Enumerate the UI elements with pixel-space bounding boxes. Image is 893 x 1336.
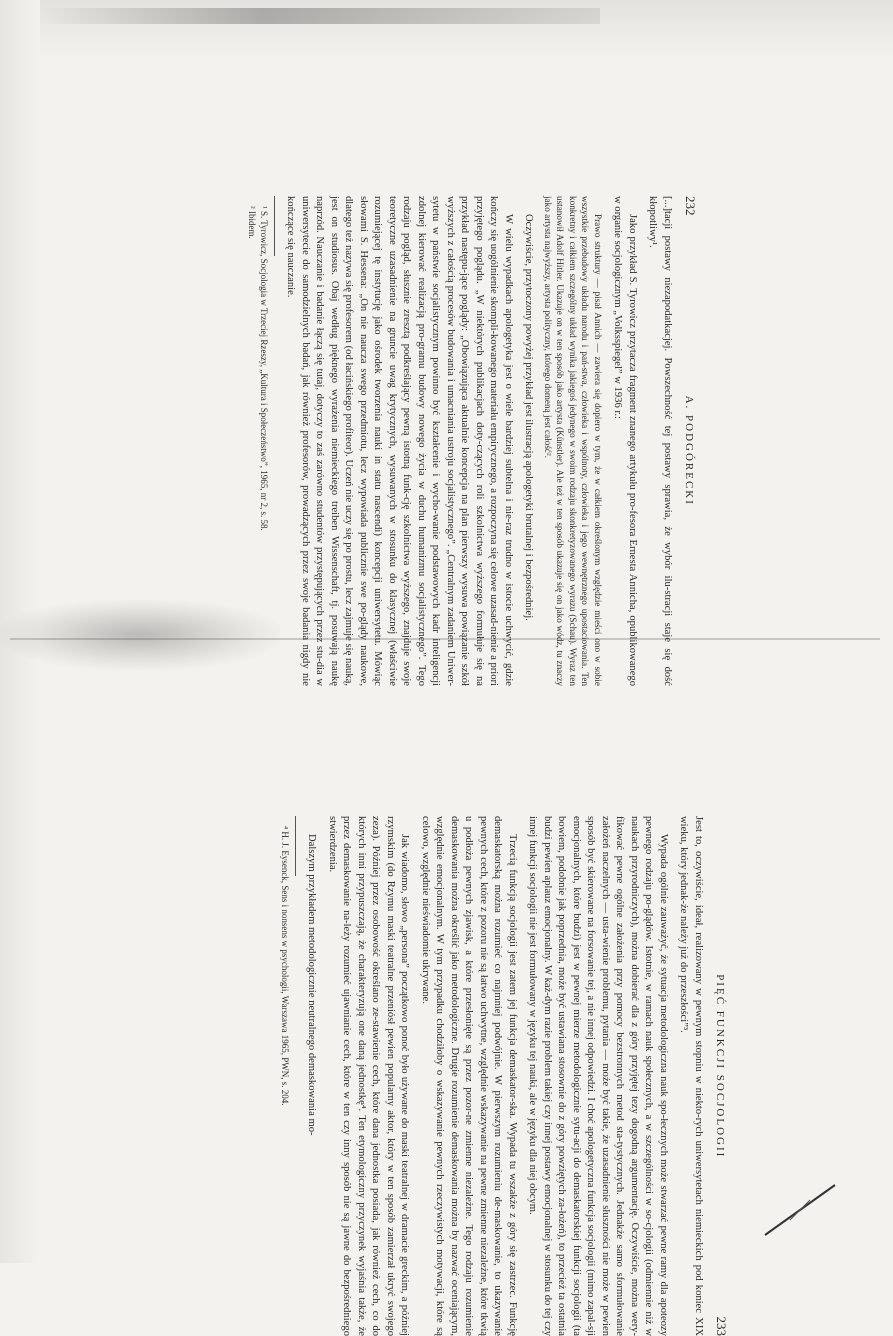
footnote-rule: [295, 816, 296, 876]
body-text: [283, 196, 674, 686]
paragraph: Jako przykład S. Tyrowicz przytacza fragment znanego artykułu pro-fesora Ernesta Annicha, opublikowanego w organie socjologicznym „Volksspiegel” w 1936 r.:: [610, 196, 639, 686]
running-head: [682, 196, 698, 686]
page-number: 232: [682, 196, 698, 216]
running-head: [713, 816, 729, 1336]
page-232: [0, 196, 698, 686]
paragraph: Jak wiadomo, słowo „persona” początkowo ponoć było używane do maski teatralnej w dramacie greckim, a później rzymskim (do Rzymu maski teatralne przeniósł pewien popularny aktor, który w ten sposób zamierzał ukryć swojego zeza). Później przez osobowość określano ze-stawienie cech, które dana jednostka posiada, jak również cech, co do których inni przypuszczają, że charakteryzują one daną jednostkę⁴. Ten etymologiczny przyczynek wyjaśnia także, że przez demaskowanie na-leży rozumieć ujawnianie cech, które w ten czy inny sposób nie są jawne do bezpośredniego stwierdzenia.: [325, 816, 412, 1336]
paragraph: [...]tacji postawy niezapodatkacjej. Powszechność tej postawy sprawia, że wybór ilu-stracji staje się dość kłopotliwy¹.: [645, 196, 674, 686]
page-number: 233: [713, 1317, 729, 1336]
running-head-author: A. PODGÓRECKI: [683, 396, 695, 506]
paragraph: Dalszym przykładem metodologicznie neutralnego demaskowania mo-: [304, 816, 319, 1336]
footnote: ⁴ H. J. Eysenck, Sens i nonsens w psychologii, Warszawa 1965, PWN, s. 204.: [279, 816, 291, 1336]
footnote: ² Ibidem.: [246, 196, 258, 686]
footnote: ¹ S. Tyrowicz, Socjologia w Trzeciej Rzeszy, „Kultura i Społeczeństwo”, 1965, nr 2, s. 58.: [258, 196, 270, 686]
paragraph: Wypada ogólnie zauważyć, że sytuacja metodologiczna nauk spo-łecznych może stwarzać pewne ramy dla apoteozy pewnego rodzaju po-glądów. Istotnie, w ramach nauk społecznych, a w szczególności w so-cjologii (odmiennie niż w naukach przyrodniczych), można dobierać dla z góry przyjętej tezy dogodną argumentację. Oczywiście, można wery-fikować pewne ogólne założenia przy pomocy bezstronnych metod sta-tystycznych. Jednakże samo sformułowanie założeń naczelnych — usta-wienie problemu, pytania — może być takie, że uzasadnienie słuszności nie może w pewien sposób być skierowane na forsowanie tej, a nie innej odpowiedzi. I choć apologetyczna funkcja socjologii (mimo zapal-sji emocjonalnych, które budzi) jest w pewnej mierze metodologicznie sytu-acji do demaskatorskiej funkcji socjologii (ta bowiem, podobnie jak poprzednia, może być ustawiana stosownie do z góry powziętych za-łożeń), to przecież ta ostatnia budzi pewien aplauz emocjonalny. W każ-dym razie problem takiej czy innej postawy emocjonalnej w stosunku do tej czy innej funkcji socjologii nie jest formułowany w języku tej nauki, ale w języku dla niej obcym.: [525, 816, 670, 1336]
scan-smudge: [40, 8, 600, 24]
pen-mark-icon: [760, 1180, 840, 1240]
running-head-title: PIĘĆ FUNKCJI SOCJOLOGII: [714, 974, 726, 1158]
paragraph: Jest to, oczywiście, ideał, realizowany w pewnym stopniu w niekto-rych uniwersytetach niemieckich pod koniec XIX wieku, który jednak-że należy już do przeszłości”³.: [676, 816, 705, 1336]
page-233: [0, 816, 729, 1336]
body-text: [304, 816, 705, 1336]
paragraph: Oczywiście, przytoczony powyżej przykład jest ilustracją apologetyki brutalnej i bezpośredniej.: [521, 196, 536, 686]
quotation-paragraph: Prawo struktury — pisał Annich — zawiera się dopiero w tym, że w całkiem określonym względzie mieści ono w sobie wszystkie przebudowy układu narodu i pań-stwa, człowieka i wspólnoty, człowieka i jego wewnętrznego upostaciowania. Ten konkretny i całkiem szczególny układ wynika jakiegoś jedynego w swoim rodzaju skonkretyzowanego wyrazu (Schau). Wyraz ten ustanowił Adolf Hitler. Ukazuje on w ten sposób jako artysta (Künstler). Ale też w ten sposób ukazuje się on jako wódz, tu znaczy jako artysta najwyższy, artysta polityczny, którego domeną jest całość².: [541, 196, 604, 686]
footnote-rule: [274, 196, 275, 256]
paragraph: Trzecią funkcją socjologii jest zatem jej funkcja demaskator-ska. Wypada tu wszakże z góry się zastrzec. Funkcję demaskatorską można rozumieć co najmniej podwójnie. W pierwszym rozumieniu de-maskowanie, to ukazywanie pewnych cech, które z pozoru nie są łatwo uchwytne, względnie wskazywanie na pewne zmienne niezależne, które tkwią u podłoża pewnych zjawisk, a które przesłonięte są przez pozor-ne zmienne niezależne. Tego rodzaju rozumienie demaskowania można określić jako metodologiczne. Drugie rozumienie demaskowania można by nazwać oceniającym, względnie emocjonalnym. W tym przypadku chodziłoby o wskazywanie pewnych rzeczywistych motywacji, które są celowo, względnie nieświadomie ukrywane.: [418, 816, 520, 1336]
paragraph: W wielu wypadkach apologetyka jest o wiele bardziej subtelna i nie-raz trudno w istocie uchwycić, gdzie kończy się uogólnienie skompli-kowanego materiału empirycznego, a rozpoczyna się celowe uzasad-nienie a priori przyjętego poglądu. „W niektórych publikacjach doty-czących roli szkolnictwa wyższego formułuje się na przykład następu-jące poglądy: „Obowiązująca aktualnie koncepcja na plan pierwszy wysuwa powiązanie szkół wyższych z całością procesów budowania i umacniania ustroju socjalistycznego”. „Centralnym zadaniem Uniwer-sytetu w państwie socjalistycznym powinno być kształcenie i wycho-wanie podstawowych kadr inteligencji zdolnej kierować realizacją pro-gramu budowy nowego życia w duchu humanizmu socjalistycznego”. Tego rodzaju pogląd, słusznie zresztą podkreślający pewną istotną funk-cję szkolnictwa wyższego, znajduje swoje teoretyczne uzasadnienie na gruncie uwag krytycznych, wysuwanych w stosunku do klasycznej (właściwie rozumiejącej tę instytucję jako ośrodek tworzenia nauki in statu nascendi) koncepcji uniwersytetu. Mówiąc słowami S. Hessena: „On nie naucza swego przedmiotu, lecz wypowiada publicznie swe po-glądy naukowe, dlatego też nazywa się profesorem (od łacińskiego profiteor). Uczeń nie uczy się po prostu, lecz zajmuje się nauką, jest on studiosus. Obaj według pięknego wyrażenia niemieckiego treiben Wissenschaft, tj. posuwają naukę naprzód. Nauczanie i badanie łączą się tutaj, dotyczy to zaś zarówno studentów przystępujących przez stu-dia w uniwersytecie do samodzielnych badań, jak również profesorów, prowadzących przez swoje badania nigdy nie kończące się nauczanie.: [283, 196, 515, 686]
